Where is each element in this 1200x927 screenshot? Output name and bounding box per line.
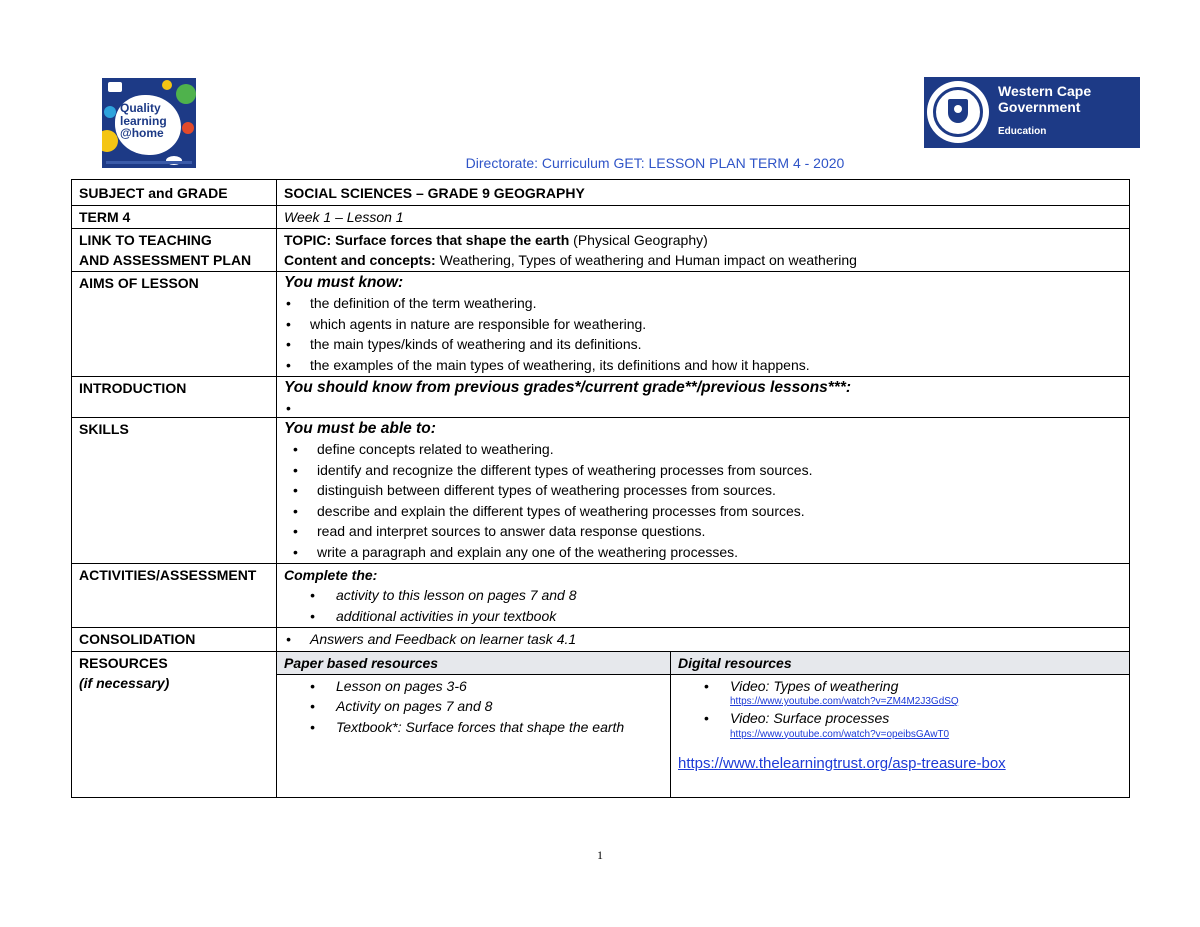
consolidation-list <box>284 629 1122 650</box>
introduction-heading: You should know from previous grades*/current grade**/previous lessons***: <box>284 379 852 396</box>
topic-suffix: (Physical Geography) <box>573 232 708 248</box>
list-item <box>310 398 1122 416</box>
row-aims <box>72 272 1130 377</box>
logo-dot-red <box>182 122 194 134</box>
list-item: • describe and explain the different types of weathering processes from sources. <box>317 501 1122 522</box>
row-link <box>72 229 1130 272</box>
paper-resources-list <box>284 676 663 738</box>
list-item: • Textbook*: Surface forces that shape the earth <box>336 717 643 738</box>
consolidation-label: CONSOLIDATION <box>72 628 277 652</box>
list-item: • the definition of the term weathering. <box>310 293 1122 314</box>
list-item: • identify and recognize the different types of weathering processes from sources. <box>317 460 1122 481</box>
wcg-line-3: Education <box>998 126 1047 137</box>
aims-list <box>284 293 1122 375</box>
introduction-label: INTRODUCTION <box>72 377 277 418</box>
term-label: TERM 4 <box>72 206 277 229</box>
activities-value <box>277 564 1130 628</box>
aims-heading: You must know: <box>284 274 404 291</box>
logo-dot-blue <box>104 106 116 118</box>
list-item: • the examples of the main types of weathering, its definitions and how it happens. <box>310 355 1122 376</box>
content-line <box>284 250 1122 270</box>
logo-dot-yellow-small <box>162 80 172 90</box>
coat-of-arms-icon <box>927 81 989 143</box>
introduction-list <box>284 398 1122 416</box>
aims-label: AIMS OF LESSON <box>72 272 277 377</box>
row-introduction <box>72 377 1130 418</box>
activities-list <box>284 585 1122 626</box>
link-label-line-2: AND ASSESSMENT PLAN <box>79 252 252 268</box>
wcg-line-2: Government <box>998 99 1081 115</box>
logo-line-2: learning <box>120 113 167 128</box>
wcg-line-1: Western Cape <box>998 83 1092 99</box>
introduction-value <box>277 377 1130 418</box>
logo-line-1: Quality <box>120 101 161 115</box>
digital-resources-heading: Digital resources <box>671 651 1130 674</box>
page-number: 1 <box>597 848 603 862</box>
row-term <box>72 206 1130 229</box>
content-label: Content and concepts: <box>284 252 436 268</box>
row-activities <box>72 564 1130 628</box>
skills-value <box>277 418 1130 564</box>
video-title: Video: Types of weathering <box>730 677 899 694</box>
paper-resources <box>277 674 671 797</box>
subject-value: SOCIAL SCIENCES – GRADE 9 GEOGRAPHY <box>277 180 1130 206</box>
resources-sublabel: (if necessary) <box>79 674 170 691</box>
list-item: • Lesson on pages 3-6 <box>336 676 643 697</box>
list-item: • the main types/kinds of weathering and its definitions. <box>310 334 1122 355</box>
list-item: • write a paragraph and explain any one of the weathering processes. <box>317 542 1122 563</box>
topic-label: TOPIC: <box>284 232 332 248</box>
list-item: • additional activities in your textbook <box>336 606 1122 627</box>
learning-trust-link[interactable]: https://www.thelearningtrust.org/asp-treasure-box <box>678 754 1006 772</box>
directorate-heading: Directorate: Curriculum GET: LESSON PLAN TERM 4 - 2020 <box>465 155 845 171</box>
link-label <box>72 229 277 272</box>
content-value: Weathering, Types of weathering and Human impact on weathering <box>439 252 857 268</box>
video-link[interactable]: https://www.youtube.com/watch?v=ZM4M2J3GdSQ <box>730 696 959 707</box>
activities-heading: Complete the: <box>284 567 378 583</box>
term-value: Week 1 – Lesson 1 <box>277 206 1130 229</box>
list-item: • activity to this lesson on pages 7 and 8 <box>336 585 1122 606</box>
topic-value: Surface forces that shape the earth <box>335 232 570 248</box>
resources-label <box>72 651 277 797</box>
row-subject <box>72 180 1130 206</box>
row-consolidation <box>72 628 1130 652</box>
list-item: • define concepts related to weathering. <box>317 439 1122 460</box>
digital-resources <box>671 674 1130 797</box>
list-item: • read and interpret sources to answer data response questions. <box>317 521 1122 542</box>
logo-badge <box>108 82 122 92</box>
video-link[interactable]: https://www.youtube.com/watch?v=opeibsGAwT0 <box>730 728 950 740</box>
activities-label: ACTIVITIES/ASSESSMENT <box>72 564 277 628</box>
link-label-line-1: LINK TO TEACHING <box>79 232 212 248</box>
skills-heading: You must be able to: <box>284 420 436 437</box>
subject-label: SUBJECT and GRADE <box>72 180 277 206</box>
topic-line <box>284 230 1122 250</box>
paper-resources-heading: Paper based resources <box>277 651 671 674</box>
video-title: Video: Surface processes <box>730 710 890 726</box>
logo-line-3: @home <box>120 126 164 140</box>
row-skills <box>72 418 1130 564</box>
list-item <box>730 676 1122 709</box>
logo-text <box>120 102 178 140</box>
list-item: • which agents in nature are responsible for weathering. <box>310 314 1122 335</box>
western-cape-government-logo <box>924 77 1140 148</box>
row-resources-header <box>72 651 1130 674</box>
link-value <box>277 229 1130 272</box>
skills-label: SKILLS <box>72 418 277 564</box>
list-item <box>730 708 1122 741</box>
resources-title: RESOURCES <box>79 654 168 671</box>
list-item: • Activity on pages 7 and 8 <box>336 696 643 717</box>
list-item: • distinguish between different types of weathering processes from sources. <box>317 480 1122 501</box>
skills-list <box>284 439 1122 562</box>
aims-value <box>277 272 1130 377</box>
list-item: • Answers and Feedback on learner task 4.1 <box>310 629 1122 650</box>
extra-link-wrap <box>678 753 1122 774</box>
logo-dot-green <box>176 84 196 104</box>
lesson-plan-table <box>71 179 1130 798</box>
consolidation-value <box>277 628 1130 652</box>
digital-resources-list <box>678 676 1122 741</box>
